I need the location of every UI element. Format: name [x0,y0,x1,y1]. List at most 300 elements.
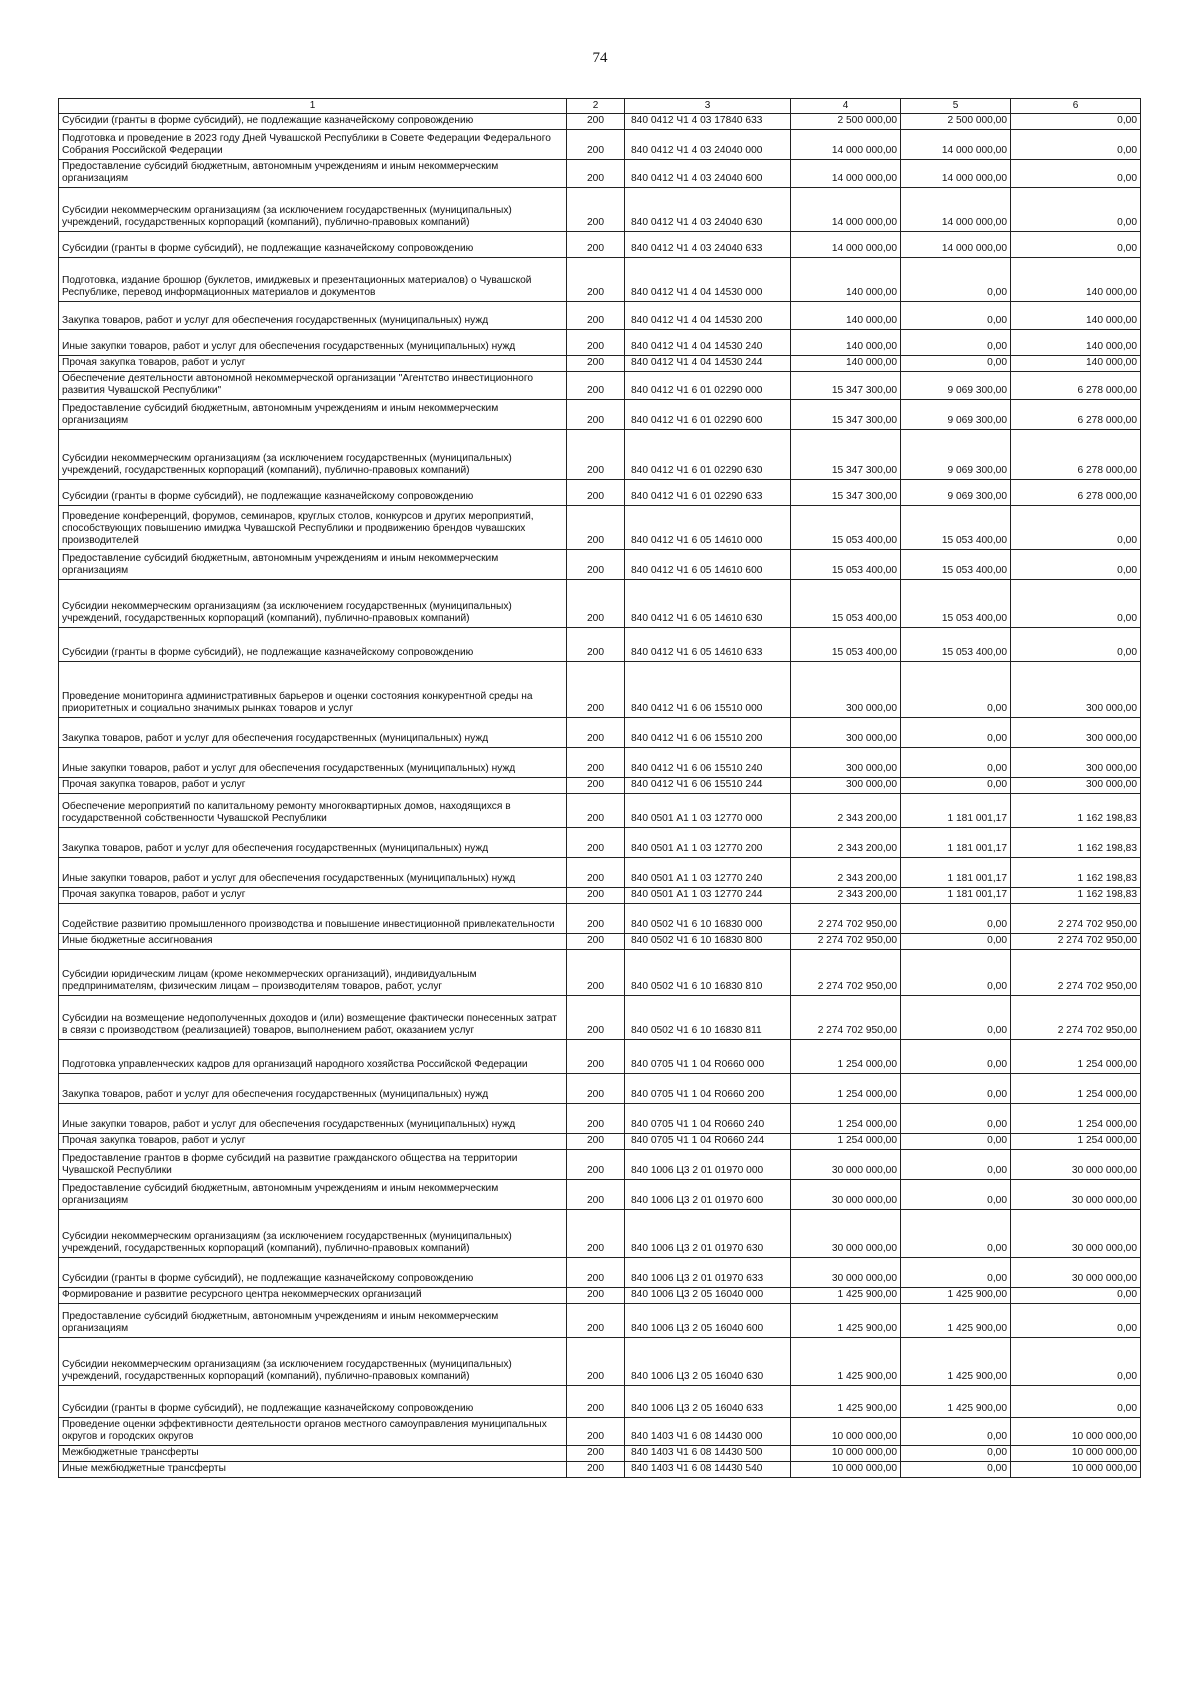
row-amount-col6-cell: 30 000 000,00 [1011,1150,1141,1180]
row-amount-col6-cell: 0,00 [1011,232,1141,258]
row-name-cell: Закупка товаров, работ и услуг для обеспечения государственных (муниципальных) нужд [59,828,567,858]
row-amount-col4-cell: 14 000 000,00 [791,130,901,160]
row-name-cell: Субсидии (гранты в форме субсидий), не подлежащие казначейскому сопровождению [59,628,567,662]
row-amount-col4-cell: 2 343 200,00 [791,794,901,828]
column-header: 3 [625,99,791,114]
row-amount-col5-cell: 0,00 [901,1134,1011,1150]
row-indicator-cell: 200 [567,232,625,258]
row-indicator-cell: 200 [567,1462,625,1478]
table-row [59,950,1141,996]
row-name-cell: Закупка товаров, работ и услуг для обеспечения государственных (муниципальных) нужд [59,1074,567,1104]
row-name-cell: Субсидии (гранты в форме субсидий), не подлежащие казначейскому сопровождению [59,232,567,258]
row-name-cell: Межбюджетные трансферты [59,1446,567,1462]
row-indicator-cell: 200 [567,888,625,904]
row-amount-col5-cell: 0,00 [901,330,1011,356]
table-row [59,934,1141,950]
table-row [59,1150,1141,1180]
row-amount-col4-cell: 2 343 200,00 [791,888,901,904]
row-code-cell: 840 0412 Ч1 6 01 02290 630 [625,430,791,480]
row-amount-col5-cell: 1 181 001,17 [901,828,1011,858]
row-code-cell: 840 1006 Ц3 2 01 01970 633 [625,1258,791,1288]
row-amount-col4-cell: 1 425 900,00 [791,1304,901,1338]
table-row [59,628,1141,662]
row-amount-col6-cell: 0,00 [1011,160,1141,188]
column-header: 6 [1011,99,1141,114]
row-amount-col5-cell: 0,00 [901,302,1011,330]
row-amount-col5-cell: 0,00 [901,748,1011,778]
row-indicator-cell: 200 [567,430,625,480]
table-row [59,1304,1141,1338]
row-amount-col5-cell: 0,00 [901,950,1011,996]
row-name-cell: Предоставление субсидий бюджетным, автономным учреждениям и иным некоммерческим организациям [59,1304,567,1338]
row-amount-col4-cell: 1 254 000,00 [791,1134,901,1150]
row-amount-col5-cell: 14 000 000,00 [901,188,1011,232]
row-indicator-cell: 200 [567,400,625,430]
row-amount-col4-cell: 2 274 702 950,00 [791,904,901,934]
row-amount-col6-cell: 140 000,00 [1011,356,1141,372]
table-row [59,430,1141,480]
row-code-cell: 840 0412 Ч1 6 05 14610 633 [625,628,791,662]
row-amount-col4-cell: 15 347 300,00 [791,400,901,430]
row-indicator-cell: 200 [567,1304,625,1338]
row-name-cell: Иные бюджетные ассигнования [59,934,567,950]
row-indicator-cell: 200 [567,1386,625,1418]
row-amount-col6-cell: 140 000,00 [1011,258,1141,302]
row-code-cell: 840 0412 Ч1 4 03 17840 633 [625,114,791,130]
row-amount-col6-cell: 1 254 000,00 [1011,1104,1141,1134]
row-amount-col6-cell: 300 000,00 [1011,748,1141,778]
row-amount-col6-cell: 6 278 000,00 [1011,430,1141,480]
table-row [59,1288,1141,1304]
row-amount-col6-cell: 6 278 000,00 [1011,400,1141,430]
row-code-cell: 840 0412 Ч1 4 04 14530 244 [625,356,791,372]
row-amount-col5-cell: 0,00 [901,996,1011,1040]
table-row [59,1446,1141,1462]
row-indicator-cell: 200 [567,160,625,188]
row-amount-col5-cell: 0,00 [901,904,1011,934]
row-code-cell: 840 0412 Ч1 6 01 02290 000 [625,372,791,400]
row-amount-col5-cell: 0,00 [901,1040,1011,1074]
row-indicator-cell: 200 [567,1040,625,1074]
row-amount-col5-cell: 15 053 400,00 [901,628,1011,662]
row-indicator-cell: 200 [567,550,625,580]
row-amount-col5-cell: 9 069 300,00 [901,372,1011,400]
row-amount-col4-cell: 1 425 900,00 [791,1386,901,1418]
row-amount-col5-cell: 1 425 900,00 [901,1338,1011,1386]
table-row [59,1104,1141,1134]
row-indicator-cell: 200 [567,258,625,302]
row-amount-col5-cell: 15 053 400,00 [901,580,1011,628]
row-indicator-cell: 200 [567,1074,625,1104]
table-row [59,1180,1141,1210]
row-amount-col5-cell: 1 425 900,00 [901,1288,1011,1304]
row-amount-col6-cell: 2 274 702 950,00 [1011,996,1141,1040]
table-row [59,748,1141,778]
row-indicator-cell: 200 [567,904,625,934]
row-amount-col4-cell: 30 000 000,00 [791,1180,901,1210]
row-amount-col5-cell: 0,00 [901,718,1011,748]
row-name-cell: Иные закупки товаров, работ и услуг для обеспечения государственных (муниципальных) нужд [59,1104,567,1134]
row-name-cell: Субсидии на возмещение недополученных доходов и (или) возмещение фактически понесенных затрат в связи с производством (реализацией) товаров, выполнением работ, оказанием услуг [59,996,567,1040]
row-amount-col6-cell: 10 000 000,00 [1011,1418,1141,1446]
table-row [59,996,1141,1040]
row-amount-col4-cell: 300 000,00 [791,662,901,718]
row-amount-col6-cell: 0,00 [1011,114,1141,130]
row-name-cell: Субсидии некоммерческим организациям (за исключением государственных (муниципальных) учреждений, государственных корпораций (компаний), публично-правовых компаний) [59,1210,567,1258]
column-header: 4 [791,99,901,114]
row-indicator-cell: 200 [567,1104,625,1134]
row-code-cell: 840 0705 Ч1 1 04 R0660 200 [625,1074,791,1104]
row-amount-col6-cell: 1 162 198,83 [1011,858,1141,888]
row-amount-col5-cell: 0,00 [901,1180,1011,1210]
row-amount-col5-cell: 0,00 [901,1104,1011,1134]
row-name-cell: Субсидии некоммерческим организациям (за исключением государственных (муниципальных) учреждений, государственных корпораций (компаний), публично-правовых компаний) [59,188,567,232]
row-amount-col5-cell: 15 053 400,00 [901,550,1011,580]
row-name-cell: Содействие развитию промышленного производства и повышение инвестиционной привлекательности [59,904,567,934]
row-amount-col5-cell: 0,00 [901,934,1011,950]
row-name-cell: Закупка товаров, работ и услуг для обеспечения государственных (муниципальных) нужд [59,718,567,748]
row-amount-col4-cell: 140 000,00 [791,356,901,372]
table-row [59,258,1141,302]
row-amount-col4-cell: 1 254 000,00 [791,1040,901,1074]
row-code-cell: 840 0412 Ч1 6 06 15510 200 [625,718,791,748]
row-amount-col4-cell: 15 053 400,00 [791,506,901,550]
row-code-cell: 840 0705 Ч1 1 04 R0660 244 [625,1134,791,1150]
row-name-cell: Иные межбюджетные трансферты [59,1462,567,1478]
table-row [59,114,1141,130]
table-row [59,330,1141,356]
row-indicator-cell: 200 [567,794,625,828]
row-amount-col5-cell: 2 500 000,00 [901,114,1011,130]
row-indicator-cell: 200 [567,372,625,400]
row-amount-col5-cell: 9 069 300,00 [901,400,1011,430]
table-row [59,302,1141,330]
row-indicator-cell: 200 [567,1180,625,1210]
row-amount-col5-cell: 1 181 001,17 [901,888,1011,904]
row-amount-col6-cell: 1 254 000,00 [1011,1134,1141,1150]
row-code-cell: 840 0412 Ч1 4 04 14530 200 [625,302,791,330]
row-amount-col4-cell: 15 347 300,00 [791,372,901,400]
row-amount-col4-cell: 1 254 000,00 [791,1074,901,1104]
table-row [59,160,1141,188]
row-indicator-cell: 200 [567,1288,625,1304]
table-row [59,580,1141,628]
row-name-cell: Формирование и развитие ресурсного центра некоммерческих организаций [59,1288,567,1304]
row-indicator-cell: 200 [567,1418,625,1446]
table-row [59,1134,1141,1150]
column-header: 1 [59,99,567,114]
row-amount-col6-cell: 2 274 702 950,00 [1011,934,1141,950]
row-amount-col6-cell: 10 000 000,00 [1011,1462,1141,1478]
row-code-cell: 840 0412 Ч1 4 03 24040 630 [625,188,791,232]
row-indicator-cell: 200 [567,480,625,506]
table-row [59,858,1141,888]
row-name-cell: Субсидии некоммерческим организациям (за исключением государственных (муниципальных) учреждений, государственных корпораций (компаний), публично-правовых компаний) [59,430,567,480]
row-indicator-cell: 200 [567,934,625,950]
page-number: 74 [592,50,608,66]
row-name-cell: Предоставление грантов в форме субсидий на развитие гражданского общества на территории Чувашской Республики [59,1150,567,1180]
row-amount-col6-cell: 2 274 702 950,00 [1011,950,1141,996]
row-code-cell: 840 0412 Ч1 6 01 02290 633 [625,480,791,506]
row-amount-col6-cell: 300 000,00 [1011,778,1141,794]
row-name-cell: Прочая закупка товаров, работ и услуг [59,888,567,904]
row-amount-col5-cell: 1 425 900,00 [901,1304,1011,1338]
row-amount-col6-cell: 0,00 [1011,188,1141,232]
row-name-cell: Обеспечение мероприятий по капитальному ремонту многоквартирных домов, находящихся в государственной собственности Чувашской Республики [59,794,567,828]
row-amount-col5-cell: 0,00 [901,258,1011,302]
row-name-cell: Прочая закупка товаров, работ и услуг [59,1134,567,1150]
row-amount-col4-cell: 1 425 900,00 [791,1288,901,1304]
row-name-cell: Предоставление субсидий бюджетным, автономным учреждениям и иным некоммерческим организациям [59,550,567,580]
row-amount-col5-cell: 0,00 [901,662,1011,718]
table-row [59,550,1141,580]
row-amount-col4-cell: 2 274 702 950,00 [791,950,901,996]
table-row [59,904,1141,934]
row-indicator-cell: 200 [567,1134,625,1150]
row-code-cell: 840 1403 Ч1 6 08 14430 540 [625,1462,791,1478]
table-row [59,1074,1141,1104]
row-code-cell: 840 1006 Ц3 2 01 01970 600 [625,1180,791,1210]
row-amount-col4-cell: 30 000 000,00 [791,1258,901,1288]
row-name-cell: Прочая закупка товаров, работ и услуг [59,778,567,794]
row-amount-col4-cell: 30 000 000,00 [791,1210,901,1258]
table-body [59,114,1141,1478]
row-name-cell: Проведение оценки эффективности деятельности органов местного самоуправления муниципальных округов и городских округов [59,1418,567,1446]
row-name-cell: Предоставление субсидий бюджетным, автономным учреждениям и иным некоммерческим организациям [59,1180,567,1210]
row-indicator-cell: 200 [567,1150,625,1180]
row-name-cell: Проведение конференций, форумов, семинаров, круглых столов, конкурсов и других мероприятий, способствующих повышению имиджа Чувашской Республики и продвижению брендов чувашских производителей [59,506,567,550]
row-amount-col4-cell: 14 000 000,00 [791,188,901,232]
row-name-cell: Подготовка управленческих кадров для организаций народного хозяйства Российской Федерации [59,1040,567,1074]
row-code-cell: 840 1403 Ч1 6 08 14430 000 [625,1418,791,1446]
row-code-cell: 840 0412 Ч1 4 03 24040 600 [625,160,791,188]
row-name-cell: Иные закупки товаров, работ и услуг для обеспечения государственных (муниципальных) нужд [59,748,567,778]
row-amount-col5-cell: 9 069 300,00 [901,430,1011,480]
row-indicator-cell: 200 [567,330,625,356]
row-amount-col5-cell: 1 181 001,17 [901,858,1011,888]
row-amount-col6-cell: 0,00 [1011,130,1141,160]
row-amount-col4-cell: 140 000,00 [791,330,901,356]
row-amount-col5-cell: 0,00 [901,1462,1011,1478]
row-indicator-cell: 200 [567,748,625,778]
row-amount-col6-cell: 1 254 000,00 [1011,1074,1141,1104]
row-amount-col5-cell: 15 053 400,00 [901,506,1011,550]
row-code-cell: 840 0502 Ч1 6 10 16830 810 [625,950,791,996]
row-amount-col6-cell: 140 000,00 [1011,330,1141,356]
row-amount-col5-cell: 0,00 [901,1258,1011,1288]
row-amount-col6-cell: 140 000,00 [1011,302,1141,330]
row-amount-col5-cell: 14 000 000,00 [901,130,1011,160]
row-amount-col4-cell: 300 000,00 [791,748,901,778]
table-row [59,888,1141,904]
row-amount-col4-cell: 15 053 400,00 [791,628,901,662]
row-indicator-cell: 200 [567,828,625,858]
row-indicator-cell: 200 [567,996,625,1040]
row-amount-col4-cell: 15 053 400,00 [791,580,901,628]
row-amount-col4-cell: 300 000,00 [791,778,901,794]
row-indicator-cell: 200 [567,302,625,330]
row-indicator-cell: 200 [567,1446,625,1462]
row-amount-col5-cell: 0,00 [901,1446,1011,1462]
row-indicator-cell: 200 [567,356,625,372]
row-amount-col5-cell: 0,00 [901,1150,1011,1180]
row-code-cell: 840 0412 Ч1 6 05 14610 630 [625,580,791,628]
row-amount-col6-cell: 6 278 000,00 [1011,480,1141,506]
row-code-cell: 840 1006 Ц3 2 05 16040 630 [625,1338,791,1386]
row-amount-col4-cell: 30 000 000,00 [791,1150,901,1180]
row-amount-col4-cell: 14 000 000,00 [791,232,901,258]
column-header: 2 [567,99,625,114]
row-code-cell: 840 0412 Ч1 4 03 24040 000 [625,130,791,160]
row-code-cell: 840 1006 Ц3 2 01 01970 000 [625,1150,791,1180]
table-row [59,1040,1141,1074]
row-amount-col4-cell: 14 000 000,00 [791,160,901,188]
row-amount-col6-cell: 0,00 [1011,1288,1141,1304]
table-header-row [59,99,1141,114]
row-code-cell: 840 1403 Ч1 6 08 14430 500 [625,1446,791,1462]
row-name-cell: Субсидии (гранты в форме субсидий), не подлежащие казначейскому сопровождению [59,114,567,130]
row-amount-col5-cell: 0,00 [901,1418,1011,1446]
row-amount-col6-cell: 0,00 [1011,628,1141,662]
table-row [59,1258,1141,1288]
row-code-cell: 840 0412 Ч1 6 05 14610 600 [625,550,791,580]
table-row [59,372,1141,400]
row-amount-col5-cell: 1 181 001,17 [901,794,1011,828]
row-indicator-cell: 200 [567,1338,625,1386]
row-name-cell: Прочая закупка товаров, работ и услуг [59,356,567,372]
table-row [59,1210,1141,1258]
row-code-cell: 840 0501 А1 1 03 12770 000 [625,794,791,828]
row-indicator-cell: 200 [567,1210,625,1258]
row-amount-col6-cell: 1 162 198,83 [1011,888,1141,904]
row-indicator-cell: 200 [567,130,625,160]
row-code-cell: 840 0412 Ч1 6 01 02290 600 [625,400,791,430]
row-amount-col5-cell: 14 000 000,00 [901,160,1011,188]
row-indicator-cell: 200 [567,662,625,718]
row-code-cell: 840 1006 Ц3 2 05 16040 633 [625,1386,791,1418]
row-amount-col5-cell: 0,00 [901,778,1011,794]
row-code-cell: 840 0412 Ч1 4 04 14530 240 [625,330,791,356]
row-name-cell: Обеспечение деятельности автономной некоммерческой организации "Агентство инвестиционного развития Чувашской Республики" [59,372,567,400]
row-code-cell: 840 0501 А1 1 03 12770 200 [625,828,791,858]
row-amount-col4-cell: 15 347 300,00 [791,430,901,480]
row-name-cell: Иные закупки товаров, работ и услуг для обеспечения государственных (муниципальных) нужд [59,858,567,888]
row-code-cell: 840 0501 А1 1 03 12770 244 [625,888,791,904]
row-amount-col4-cell: 2 274 702 950,00 [791,996,901,1040]
row-code-cell: 840 1006 Ц3 2 05 16040 000 [625,1288,791,1304]
row-code-cell: 840 0502 Ч1 6 10 16830 000 [625,904,791,934]
row-amount-col4-cell: 1 254 000,00 [791,1104,901,1134]
table-row [59,662,1141,718]
row-name-cell: Проведение мониторинга административных барьеров и оценки состояния конкурентной среды на приоритетных и социально значимых рынках товаров и услуг [59,662,567,718]
row-amount-col4-cell: 2 500 000,00 [791,114,901,130]
row-indicator-cell: 200 [567,1258,625,1288]
row-amount-col4-cell: 15 347 300,00 [791,480,901,506]
column-header: 5 [901,99,1011,114]
table-row [59,1386,1141,1418]
table-row [59,400,1141,430]
row-amount-col4-cell: 2 274 702 950,00 [791,934,901,950]
row-amount-col4-cell: 300 000,00 [791,718,901,748]
row-indicator-cell: 200 [567,580,625,628]
row-amount-col6-cell: 1 254 000,00 [1011,1040,1141,1074]
row-amount-col6-cell: 0,00 [1011,506,1141,550]
row-code-cell: 840 0412 Ч1 4 04 14530 000 [625,258,791,302]
row-code-cell: 840 0412 Ч1 6 06 15510 000 [625,662,791,718]
row-code-cell: 840 0502 Ч1 6 10 16830 811 [625,996,791,1040]
row-code-cell: 840 0705 Ч1 1 04 R0660 000 [625,1040,791,1074]
row-amount-col4-cell: 2 343 200,00 [791,858,901,888]
row-amount-col4-cell: 1 425 900,00 [791,1338,901,1386]
row-indicator-cell: 200 [567,950,625,996]
row-amount-col5-cell: 14 000 000,00 [901,232,1011,258]
row-amount-col6-cell: 1 162 198,83 [1011,828,1141,858]
row-amount-col6-cell: 300 000,00 [1011,718,1141,748]
table-row [59,188,1141,232]
row-name-cell: Субсидии (гранты в форме субсидий), не подлежащие казначейскому сопровождению [59,1258,567,1288]
table-row [59,232,1141,258]
row-amount-col6-cell: 0,00 [1011,580,1141,628]
table-row [59,480,1141,506]
row-name-cell: Субсидии (гранты в форме субсидий), не подлежащие казначейскому сопровождению [59,480,567,506]
row-code-cell: 840 0412 Ч1 6 06 15510 244 [625,778,791,794]
row-amount-col5-cell: 1 425 900,00 [901,1386,1011,1418]
row-code-cell: 840 0412 Ч1 4 03 24040 633 [625,232,791,258]
row-code-cell: 840 1006 Ц3 2 01 01970 630 [625,1210,791,1258]
row-name-cell: Субсидии некоммерческим организациям (за исключением государственных (муниципальных) учреждений, государственных корпораций (компаний), публично-правовых компаний) [59,580,567,628]
row-amount-col6-cell: 0,00 [1011,550,1141,580]
row-amount-col6-cell: 10 000 000,00 [1011,1446,1141,1462]
row-amount-col6-cell: 30 000 000,00 [1011,1180,1141,1210]
row-name-cell: Субсидии (гранты в форме субсидий), не подлежащие казначейскому сопровождению [59,1386,567,1418]
row-name-cell: Предоставление субсидий бюджетным, автономным учреждениям и иным некоммерческим организациям [59,160,567,188]
row-indicator-cell: 200 [567,718,625,748]
row-indicator-cell: 200 [567,628,625,662]
row-code-cell: 840 0705 Ч1 1 04 R0660 240 [625,1104,791,1134]
row-code-cell: 840 1006 Ц3 2 05 16040 600 [625,1304,791,1338]
row-name-cell: Предоставление субсидий бюджетным, автономным учреждениям и иным некоммерческим организациям [59,400,567,430]
row-amount-col5-cell: 0,00 [901,1210,1011,1258]
row-amount-col4-cell: 140 000,00 [791,302,901,330]
table-row [59,1462,1141,1478]
table-row [59,828,1141,858]
row-amount-col5-cell: 9 069 300,00 [901,480,1011,506]
row-amount-col6-cell: 30 000 000,00 [1011,1210,1141,1258]
table-row [59,1418,1141,1446]
row-code-cell: 840 0502 Ч1 6 10 16830 800 [625,934,791,950]
row-amount-col5-cell: 0,00 [901,1074,1011,1104]
row-amount-col5-cell: 0,00 [901,356,1011,372]
row-code-cell: 840 0501 А1 1 03 12770 240 [625,858,791,888]
row-code-cell: 840 0412 Ч1 6 06 15510 240 [625,748,791,778]
table-row [59,130,1141,160]
row-indicator-cell: 200 [567,506,625,550]
row-amount-col4-cell: 10 000 000,00 [791,1446,901,1462]
row-amount-col6-cell: 0,00 [1011,1386,1141,1418]
row-amount-col4-cell: 10 000 000,00 [791,1418,901,1446]
row-amount-col6-cell: 1 162 198,83 [1011,794,1141,828]
row-amount-col6-cell: 0,00 [1011,1304,1141,1338]
row-name-cell: Иные закупки товаров, работ и услуг для обеспечения государственных (муниципальных) нужд [59,330,567,356]
row-amount-col6-cell: 2 274 702 950,00 [1011,904,1141,934]
table-row [59,356,1141,372]
row-name-cell: Подготовка и проведение в 2023 году Дней Чувашской Республики в Совете Федерации Федерального Собрания Российской Федерации [59,130,567,160]
table-row [59,794,1141,828]
row-name-cell: Субсидии юридическим лицам (кроме некоммерческих организаций), индивидуальным предпринимателям, физическим лицам – производителям товаров, работ, услуг [59,950,567,996]
table-row [59,1338,1141,1386]
row-amount-col4-cell: 15 053 400,00 [791,550,901,580]
row-name-cell: Закупка товаров, работ и услуг для обеспечения государственных (муниципальных) нужд [59,302,567,330]
